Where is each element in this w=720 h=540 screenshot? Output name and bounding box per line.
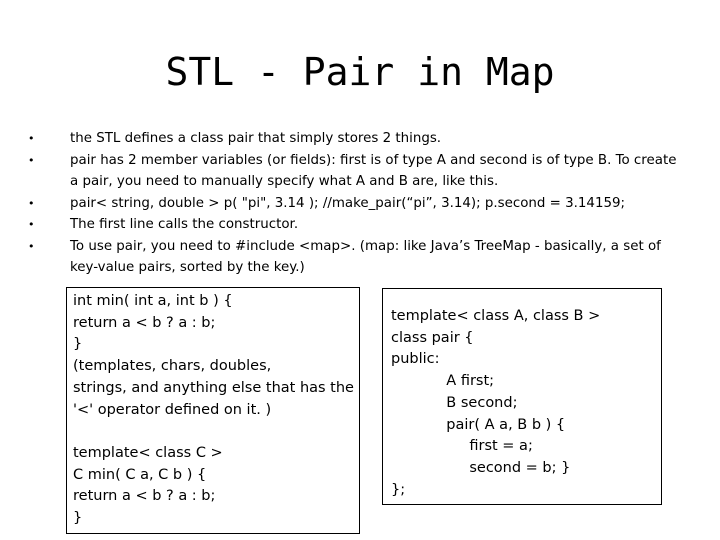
code-line: return a < b ? a : b;	[73, 314, 216, 331]
code-line: return a < b ? a : b;	[73, 488, 216, 505]
pair-class-code-box	[382, 288, 662, 505]
bullet-dot-icon: •	[28, 196, 35, 210]
code-line: }	[73, 510, 83, 527]
code-line: second = b; }	[391, 459, 571, 476]
code-line: template< class C >	[73, 444, 223, 461]
code-line: A first;	[391, 373, 495, 390]
code-line: first = a;	[391, 438, 533, 455]
bullet-item: • To use pair, you need to #include <map>. (map: like Java’s TreeMap - basically, a set of key-value pairs, sorted by the key.)	[28, 236, 688, 279]
bullet-list	[28, 128, 688, 279]
code-line: int min( int a, int b ) {	[73, 293, 233, 309]
code-line: }	[73, 336, 83, 353]
slide-title: STL - Pair in Map	[165, 50, 555, 94]
code-line: public:	[391, 351, 440, 368]
code-line: '<' operator defined on it. )	[73, 401, 272, 418]
code-line: B second;	[391, 394, 518, 411]
code-line: };	[391, 481, 406, 498]
bullet-item: • The first line calls the constructor.	[28, 214, 688, 236]
bullet-item: • pair< string, double > p( "pi", 3.14 ); //make_pair(“pi”, 3.14); p.second = 3.14159;	[28, 193, 688, 215]
bullet-dot-icon: •	[28, 218, 35, 231]
bullet-dot-icon: •	[28, 132, 35, 145]
code-line: template< class A, class B >	[391, 308, 601, 324]
bullet-dot-icon: •	[28, 239, 35, 253]
min-function-code-box	[66, 287, 360, 534]
bullet-item: • the STL defines a class pair that simply stores 2 things.	[28, 128, 688, 150]
code-line: pair( A a, B b ) {	[391, 416, 566, 433]
bullet-item: • pair has 2 member variables (or fields): first is of type A and second is of type B. To create a pair, you need to manually specify what A and B are, like this.	[28, 150, 688, 193]
code-line: (templates, chars, doubles,	[73, 358, 272, 375]
code-line: class pair {	[391, 329, 474, 346]
code-line: strings, and anything else that has the	[73, 379, 354, 396]
bullet-dot-icon: •	[28, 153, 35, 167]
code-line: C min( C a, C b ) {	[73, 466, 207, 483]
